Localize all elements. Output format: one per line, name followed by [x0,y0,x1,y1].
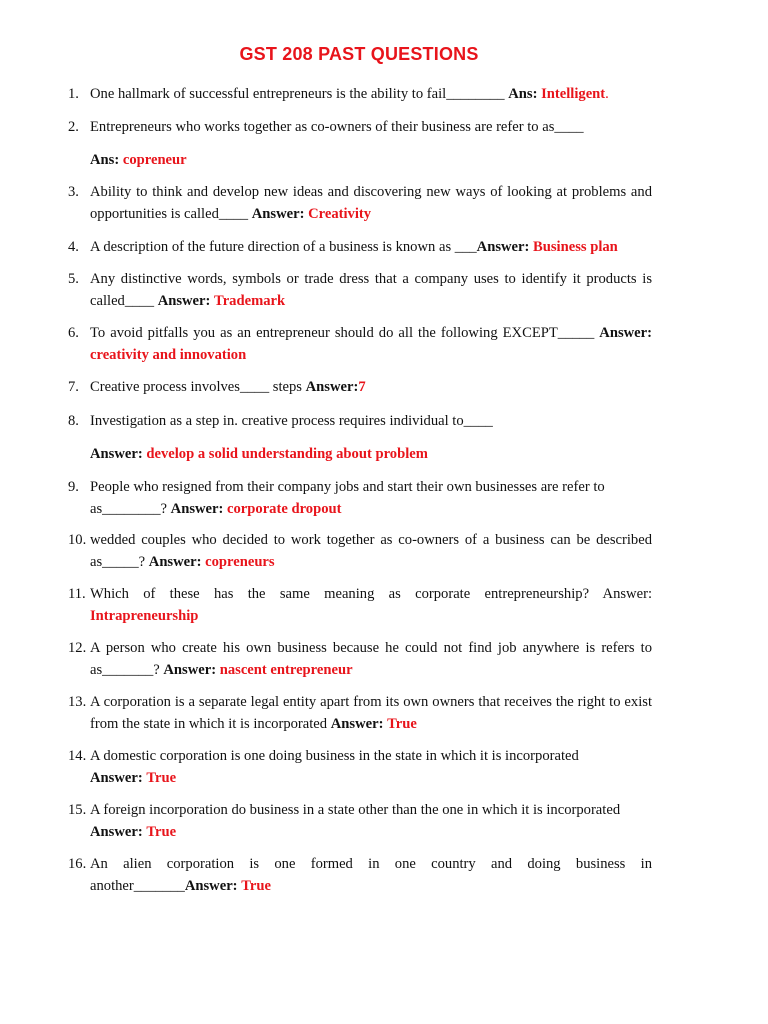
question-number: 14. [68,748,87,764]
answer-label: Ans: [508,86,538,102]
answer-text: copreneurs [205,554,275,570]
question-text: A foreign incorporation do business in a state other than the one in which it is incorporated [90,802,621,818]
question-text: Entrepreneurs who works together as co-owners of their business are refer to as____ [90,119,584,135]
question-text: Any distinctive words, symbols or trade dress that a company uses to identify it products is called____ [90,271,652,309]
question-item [68,583,652,627]
question-item [68,476,652,520]
question-item [68,691,652,735]
question-body [90,83,652,105]
answer-text: Intrapreneurship [90,608,199,624]
question-text: Which of these has the same meaning as corporate entrepreneurship? Answer: [90,586,652,602]
answer-label: Answer: [163,662,217,678]
question-text: A corporation is a separate legal entity apart from its own owners that receives the right to exist from the state in which it is incorporated [90,694,652,732]
question-text: A description of the future direction of a business is known as ___ [90,239,477,255]
answer-text: 7 [358,379,366,395]
question-body [90,268,652,312]
answer-label: Answer: [184,878,238,894]
question-number: 10. [68,532,87,548]
question-number: 9. [68,479,79,495]
question-number: 8. [68,413,79,429]
answer-label: Answer: [251,206,305,222]
answer-text: True [387,716,417,732]
answer-text: Creativity [308,206,372,222]
question-text: To avoid pitfalls you as an entrepreneur should do all the following EXCEPT_____ [90,325,595,341]
answer-text: Business plan [533,239,618,255]
question-number: 6. [68,325,79,341]
answer-text: creativity and innovation [90,347,247,363]
question-number: 4. [68,239,79,255]
question-body [90,529,652,573]
question-number: 2. [68,119,79,135]
answer-label: Answer: [90,824,143,840]
question-body [90,322,652,366]
question-item [68,376,652,398]
answer-tail: . [605,86,609,102]
question-text: One hallmark of successful entrepreneurs is the ability to fail________ [90,86,505,102]
question-text: Investigation as a step in. creative process requires individual to____ [90,413,493,429]
answer-label: Answer: [90,770,143,786]
question-text: A person who create his own business because he could not find job anywhere is refers to as_______? [90,640,652,678]
question-body [90,583,652,627]
question-body [90,376,652,398]
question-item [68,637,652,681]
question-body [90,116,652,171]
question-item [68,236,652,258]
answer-line [90,149,652,171]
question-item [68,181,652,225]
question-text: A domestic corporation is one doing business in the state in which it is incorporated [90,748,579,764]
question-item [68,529,652,573]
question-number: 7. [68,379,79,395]
question-number: 12. [68,640,87,656]
answer-label: Answer: [148,554,202,570]
question-item [68,853,652,897]
answer-text: Trademark [214,293,286,309]
answer-text: True [146,824,177,840]
answer-line [90,443,652,465]
answer-label: Answer: [599,325,652,341]
question-number: 3. [68,184,79,200]
question-number: 11. [68,586,86,602]
question-body [90,236,652,258]
answer-text: True [146,770,177,786]
answer-label: Answer: [305,379,359,395]
question-number: 5. [68,271,79,287]
question-body [90,853,652,897]
question-number: 1. [68,86,79,102]
answer-text: develop a solid understanding about problem [146,446,428,462]
question-text: An alien corporation is one formed in one country and doing business in another_______ [90,856,652,894]
question-text: Creative process involves____ steps [90,379,302,395]
question-item [68,322,652,366]
question-number: 13. [68,694,87,710]
question-item [68,799,652,843]
question-item [68,83,652,105]
question-body [90,799,652,843]
answer-text: Intelligent [541,86,606,102]
question-body [90,745,652,789]
answer-label: Answer: [90,446,143,462]
answer-text: copreneur [122,152,187,168]
question-item [68,116,652,171]
question-body [90,637,652,681]
question-item [68,745,652,789]
answer-label: Answer: [157,293,211,309]
answer-text: corporate dropout [227,501,342,517]
question-body [90,410,652,465]
answer-label: Answer: [170,501,224,517]
answer-label: Answer: [330,716,384,732]
question-text: wedded couples who decided to work together as co-owners of a business can be described as_____? [90,532,652,570]
answer-text: True [241,878,271,894]
question-body [90,476,630,520]
answer-text: nascent entrepreneur [219,662,353,678]
answer-label: Answer: [476,239,530,255]
answer-label: Ans: [90,152,120,168]
question-text: People who resigned from their company jobs and start their own businesses are refer to as________? [90,479,605,517]
question-number: 16. [68,856,87,872]
question-body [90,181,652,225]
page-title: GST 208 PAST QUESTIONS [239,44,479,64]
question-body [90,691,652,735]
question-item [68,410,652,465]
question-text: Ability to think and develop new ideas and discovering new ways of looking at problems and opportunities is called____ [90,184,652,222]
question-number: 15. [68,802,87,818]
question-item [68,268,652,312]
